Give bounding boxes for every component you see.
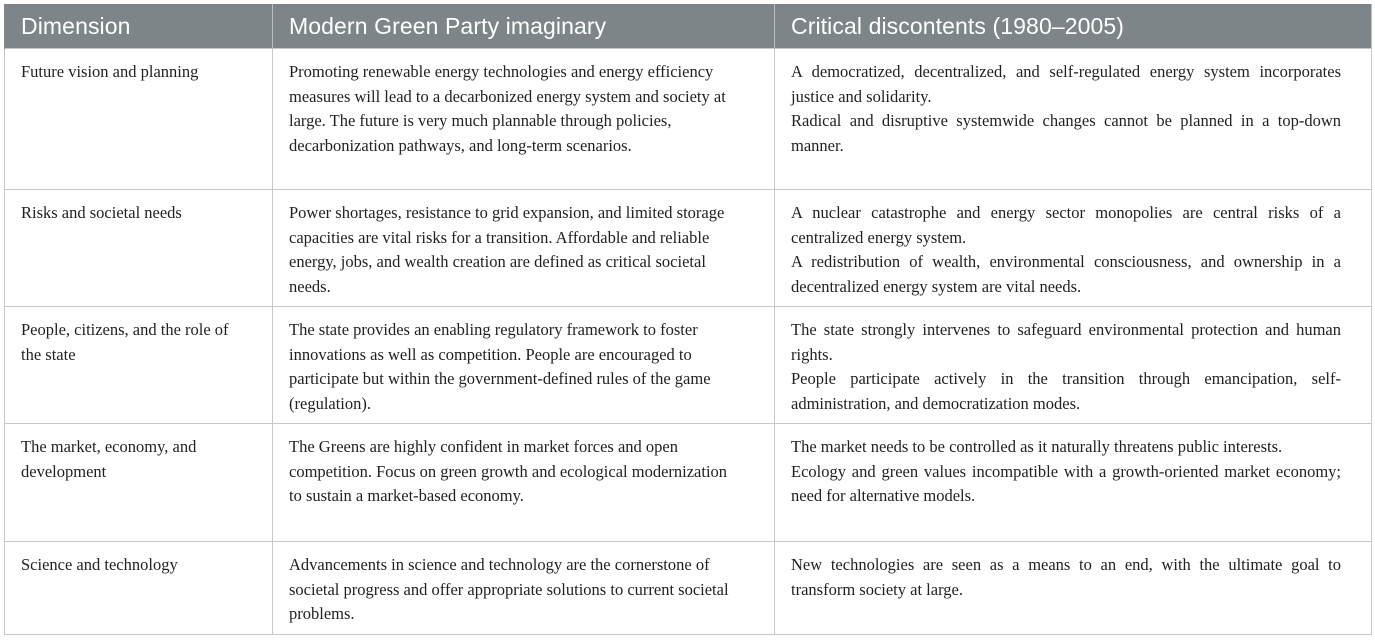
table-row	[5, 49, 1372, 190]
table-row	[5, 190, 1372, 307]
critical-paragraph: A nuclear catastrophe and energy sector monopolies are central risks of a centralized energy system.	[791, 203, 1341, 247]
cell-dimension: Risks and societal needs	[5, 190, 273, 307]
table-header	[5, 4, 1372, 49]
critical-paragraph: People participate actively in the transition through emancipation, self-administration, and democratization modes.	[791, 369, 1341, 413]
critical-paragraph: Radical and disruptive systemwide changes cannot be planned in a top-down manner.	[791, 111, 1341, 155]
table-body	[5, 49, 1372, 635]
cell-dimension: Science and technology	[5, 542, 273, 635]
cell-critical-discontents	[775, 542, 1372, 635]
table-row	[5, 424, 1372, 542]
critical-paragraph: The state strongly intervenes to safeguard environmental protection and human rights.	[791, 320, 1341, 364]
table-row	[5, 542, 1372, 635]
header-row	[5, 4, 1372, 49]
table-row	[5, 307, 1372, 424]
comparison-table	[4, 4, 1372, 635]
cell-critical-discontents	[775, 49, 1372, 190]
cell-dimension: Future vision and planning	[5, 49, 273, 190]
cell-green-imaginary: The state provides an enabling regulatory framework to foster innovations as well as competition. People are encouraged to participate but within the government-defined rules of the game (regulation).	[273, 307, 775, 424]
critical-paragraph: A democratized, decentralized, and self-regulated energy system incorporates justice and solidarity.	[791, 62, 1341, 106]
cell-critical-discontents	[775, 307, 1372, 424]
cell-critical-discontents	[775, 190, 1372, 307]
critical-paragraph: New technologies are seen as a means to an end, with the ultimate goal to transform society at large.	[791, 555, 1341, 599]
cell-dimension: People, citizens, and the role of the state	[5, 307, 273, 424]
critical-paragraph: A redistribution of wealth, environmental consciousness, and ownership in a decentralized energy system are vital needs.	[791, 252, 1341, 296]
critical-paragraph: The market needs to be controlled as it naturally threatens public interests.	[791, 437, 1283, 456]
cell-critical-discontents	[775, 424, 1372, 542]
cell-green-imaginary: The Greens are highly confident in market forces and open competition. Focus on green growth and ecological modernization to sustain a market-based economy.	[273, 424, 775, 542]
header-dimension: Dimension	[5, 4, 273, 49]
cell-green-imaginary: Power shortages, resistance to grid expansion, and limited storage capacities are vital risks for a transition. Affordable and reliable energy, jobs, and wealth creation are defined as critical societal needs.	[273, 190, 775, 307]
header-green-party-imaginary: Modern Green Party imaginary	[273, 4, 775, 49]
cell-green-imaginary: Promoting renewable energy technologies and energy efficiency measures will lead to a decarbonized energy system and society at large. The future is very much plannable through policies, decarbonization pathways, and long-term scenarios.	[273, 49, 775, 190]
critical-paragraph: Ecology and green values incompatible with a growth-oriented market economy; need for alternative models.	[791, 461, 1341, 505]
cell-dimension: The market, economy, and development	[5, 424, 273, 542]
cell-green-imaginary: Advancements in science and technology are the cornerstone of societal progress and offer appropriate solutions to current societal problems.	[273, 542, 775, 635]
header-critical-discontents: Critical discontents (1980–2005)	[775, 4, 1372, 49]
